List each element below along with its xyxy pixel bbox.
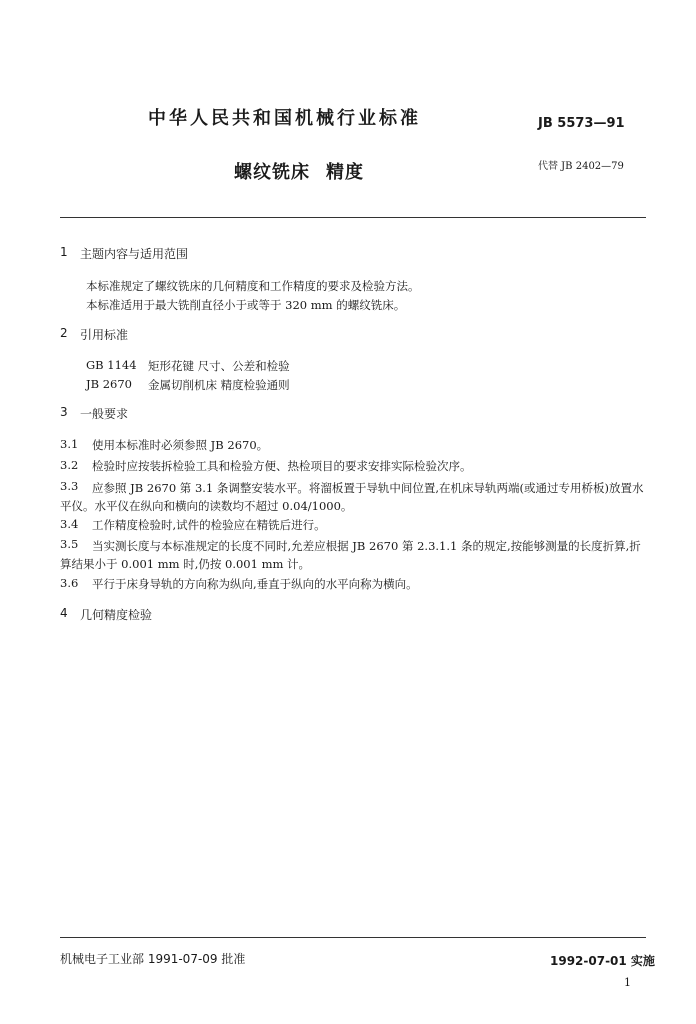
standard-number: JB 5573—91	[538, 116, 625, 131]
section-2-title: 引用标准	[80, 328, 129, 342]
section-4-title: 几何精度检验	[80, 608, 153, 622]
document-title-sub: 精度	[326, 162, 364, 183]
effective-date: 1992-07-01 实施	[550, 954, 655, 968]
section-1-title: 主题内容与适用范围	[80, 247, 189, 261]
clause-number: 3.4	[60, 517, 79, 531]
document-title-main: 螺纹铣床	[234, 162, 310, 183]
clause-text: 使用本标准时必须参照 JB 2670。	[92, 438, 269, 452]
section-1-paragraph-2: 本标准适用于最大铣削直径小于或等于 320 mm 的螺纹铣床。	[86, 298, 406, 312]
approval-date: 机械电子工业部 1991-07-09 批准	[60, 952, 246, 966]
clause-number: 3.5	[60, 537, 79, 551]
clause-number: 3.6	[60, 576, 79, 590]
clause-text: 应参照 JB 2670 第 3.1 条调整安装水平。将溜板置于导轨中间位置,在机床导轨两端(或通过专用桥板)放置水平仪。水平仪在纵向和横向的读数均不超过 0.04/1000。	[60, 481, 644, 513]
section-2-number: 2	[60, 326, 68, 340]
reference-title: 金属切削机床 精度检验通则	[148, 378, 290, 392]
clause-text: 平行于床身导轨的方向称为纵向,垂直于纵向的水平向称为横向。	[92, 577, 418, 591]
reference-title: 矩形花键 尺寸、公差和检验	[148, 359, 290, 373]
issuing-organization-title: 中华人民共和国机械行业标准	[148, 108, 421, 129]
replaces-standard: 代替 JB 2402—79	[538, 161, 624, 172]
clause-text: 工作精度检验时,试件的检验应在精铣后进行。	[92, 518, 326, 532]
section-4-number: 4	[60, 606, 68, 620]
clause-number: 3.2	[60, 458, 79, 472]
section-3-title: 一般要求	[80, 407, 129, 421]
clause-text: 当实测长度与本标准规定的长度不同时,允差应根据 JB 2670 第 2.3.1.1 条的规定,按能够测量的长度折算,折算结果小于 0.001 mm 时,仍按 0.001 mm 计。	[60, 539, 641, 571]
section-3-number: 3	[60, 405, 68, 419]
document-title	[234, 158, 364, 184]
clause-number: 3.1	[60, 437, 79, 451]
section-1-number: 1	[60, 245, 68, 259]
reference-code: JB 2670	[86, 377, 132, 391]
clause-text: 检验时应按装拆检验工具和检验方便、热检项目的要求安排实际检验次序。	[92, 459, 472, 473]
header-divider	[60, 217, 646, 218]
page-number: 1	[624, 976, 631, 989]
section-1-paragraph-1: 本标准规定了螺纹铣床的几何精度和工作精度的要求及检验方法。	[86, 279, 420, 293]
reference-code: GB 1144	[86, 358, 137, 372]
clause-number: 3.3	[60, 479, 79, 493]
footer-divider	[60, 937, 646, 938]
